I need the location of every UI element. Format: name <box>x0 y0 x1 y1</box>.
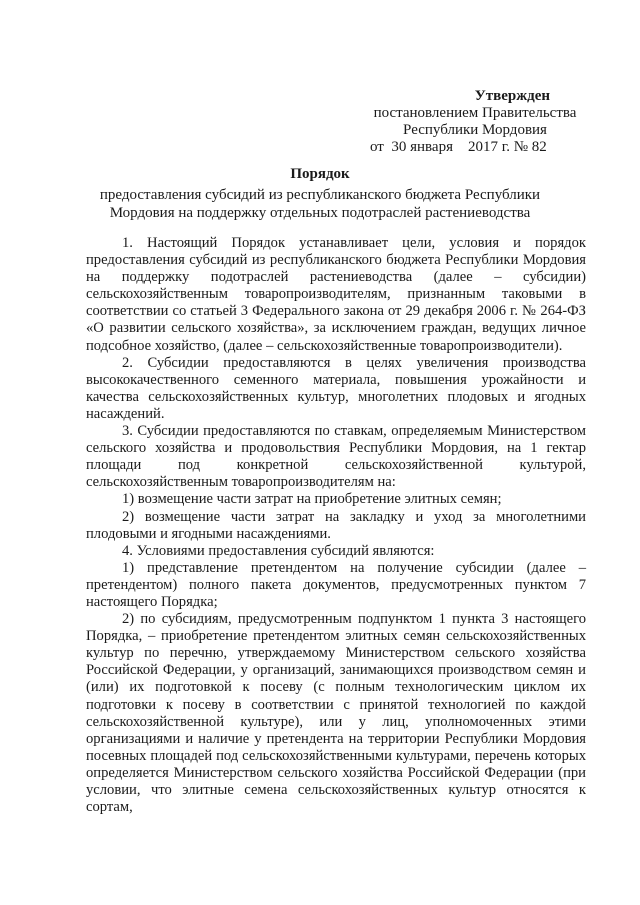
document-subtitle: предоставления субсидий из республиканского бюджета Республики Мордовия на поддержку отдельных подотраслей растениеводства <box>99 187 541 221</box>
document-title: Порядок <box>290 166 350 182</box>
paragraph-4-item-1: 1) представление претендентом на получение субсидии (далее – претендентом) полного пакета документов, предусмотренных пунктом 7 настоящего Порядка; <box>86 559 586 610</box>
approval-line-1: постановлением Правительства <box>373 105 577 121</box>
date-prefix: от <box>370 139 384 155</box>
paragraph-1: 1. Настоящий Порядок устанавливает цели, условия и порядок предоставления субсидий из республиканского бюджета Республики Мордовия на поддержку подотраслей растениеводства (далее – субсидии) сельскохозяйственным товаропроизводителям, признанным таковыми в соответствии со статьей 3 Федерального закона от 29 декабря 2006 г. № 264-ФЗ «О развитии сельского хозяйства», за исключением граждан, ведущих личное подсобное хозяйство, (далее – сельскохозяйственные товаропроизводители). <box>86 235 586 354</box>
paragraph-2: 2. Субсидии предоставляются в целях увеличения производства высококачественного семенного материала, повышения урожайности и качества сельскохозяйственных культур, многолетних плодовых и ягодных насаждений. <box>86 354 586 422</box>
date-value: 30 января <box>391 139 453 155</box>
paragraph-3-item-2: 2) возмещение части затрат на закладку и уход за многолетними плодовыми и ягодными насаждениями. <box>86 508 586 542</box>
approval-line-2: Республики Мордовия <box>403 122 547 138</box>
paragraph-4: 4. Условиями предоставления субсидий являются: <box>122 542 435 559</box>
date-year: 2017 г. № 82 <box>467 139 547 155</box>
paragraph-3: 3. Субсидии предоставляются по ставкам, определяемым Министерством сельского хозяйства и продовольствия Республики Мордовия, на 1 гектар площади под конкретной сельскохозяйственной культурой, сельскохозяйственным товаропроизводителям на: <box>86 423 586 491</box>
approval-block <box>360 88 590 156</box>
paragraph-4-item-2: 2) по субсидиям, предусмотренным подпунктом 1 пункта 3 настоящего Порядка, – приобретение претендентом элитных семян сельскохозяйственных культур по перечню, утверждаемому Министерством сельского хозяйства Российской Федерации, у организаций, занимающихся производством семян и (или) их подготовкой к посеву (с полным технологическим циклом их подготовки к посеву в соответствии с принятой технологией по каждой сельскохозяйственной культуре), или у лиц, уполномоченных этими организациями и наличие у претендента на территории Республики Мордовия посевных площадей под сельскохозяйственными культурами, перечень которых определяется Министерством сельского хозяйства Российской Федерации (при условии, что элитные семена сельскохозяйственных культур относятся к сортам, <box>86 611 586 816</box>
approval-title: Утвержден <box>474 88 550 104</box>
document-heading <box>0 165 640 222</box>
document-body <box>86 235 586 816</box>
paragraph-3-item-1: 1) возмещение части затрат на приобретение элитных семян; <box>122 491 502 508</box>
approval-date <box>360 139 590 156</box>
